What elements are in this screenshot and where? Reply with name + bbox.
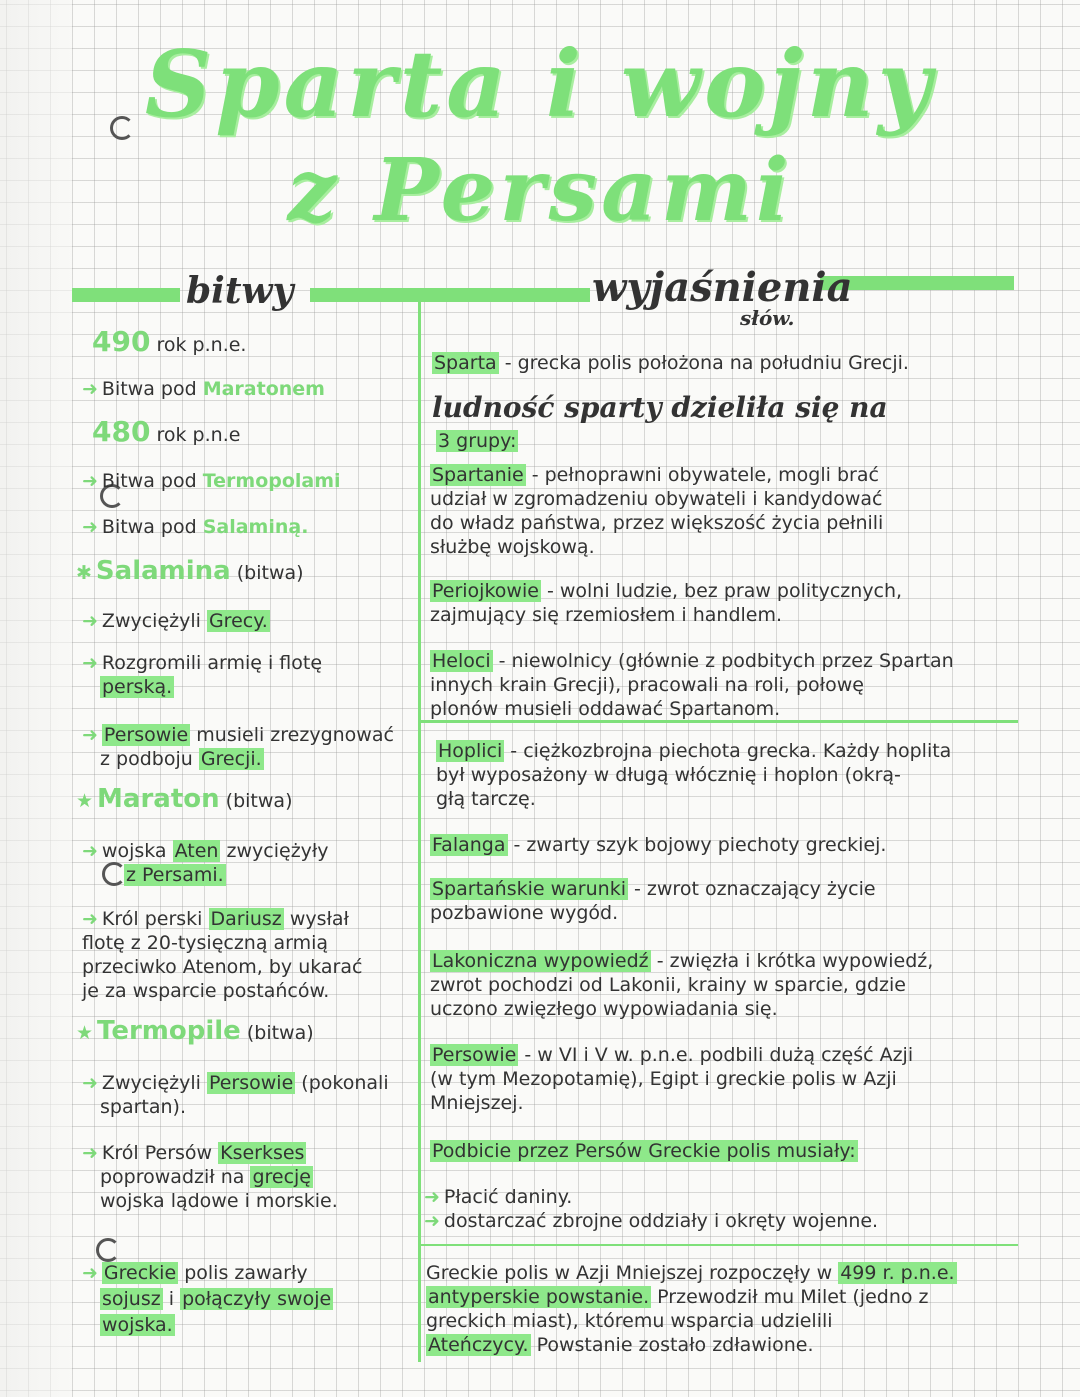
list-item: ➜ Rozgromili armię i flotę (82, 652, 323, 674)
definition: Persowie - w VI i V w. p.n.e. podbili dużą część Azji (432, 1044, 914, 1066)
definition-line: (w tym Mezopotamię), Egipt i greckie polis w Azji (430, 1068, 897, 1090)
binder-ring (102, 862, 126, 886)
list-item: ➜ Król perski Dariusz wysłał (82, 908, 349, 930)
definition: Greckie polis w Azji Mniejszej rozpoczęły w 499 r. p.n.e. (426, 1262, 955, 1284)
definition: Spartańskie warunki - zwrot oznaczający życie (432, 878, 876, 900)
definition-line: zwrot pochodzi od Lakonii, krainy w sparcie, gdzie (430, 974, 906, 996)
binder-ring (96, 1238, 120, 1262)
list-item: ➜ Bitwa pod Salaminą. (82, 516, 309, 538)
definition-line: Ateńczycy. Powstanie zostało zdławione. (428, 1334, 814, 1356)
definition-line: udział w zgromadzeniu obywateli i kandydować (430, 488, 883, 510)
definition-line: greckich miast), któremu wsparcia udzielili (426, 1310, 833, 1332)
definition-line: pozbawione wygód. (430, 902, 619, 924)
list-item: ➜ Zwyciężyli Persowie (pokonali (82, 1072, 389, 1094)
definition: Hoplici - ciężkozbrojna piechota grecka. Każdy hoplita (438, 740, 952, 762)
groups-heading: ludność sparty dzieliła się na (432, 391, 888, 424)
definition: Heloci - niewolnicy (głównie z podbitych przez Spartan (432, 650, 954, 672)
column-divider (418, 292, 421, 1362)
definition-line: do władz państwa, przez większość życia pełnili (430, 512, 884, 534)
list-item: ➜ Bitwa pod Termopolami (82, 470, 341, 492)
groups-subheading: 3 grupy: (438, 430, 517, 452)
left-column-heading: bitwy (186, 270, 294, 312)
definition: Periojkowie - wolni ludzie, bez praw politycznych, (432, 580, 903, 602)
list-item: ➜ Król Persów Kserkses (82, 1142, 305, 1164)
battle-heading: ✱ Salamina (bitwa) (76, 556, 304, 586)
list-item: sojusz i połączyły swoje (102, 1288, 332, 1310)
right-column-heading: wyjaśnienia (592, 264, 853, 311)
definition-line: zajmujący się rzemiosłem i handlem. (430, 604, 783, 626)
list-item: przeciwko Atenom, by ukarać (82, 956, 363, 978)
list-item: z Persami. (126, 864, 224, 886)
battle-heading: ★ Termopile (bitwa) (76, 1016, 314, 1046)
definition-line: Mniejszej. (430, 1092, 524, 1114)
section-divider (420, 720, 1018, 723)
list-item: wojska. (102, 1314, 173, 1336)
definition-line: uczono zwięzłego wypowiadania się. (430, 998, 778, 1020)
list-item: spartan). (100, 1096, 187, 1118)
definition-line: służbę wojskową. (430, 536, 595, 558)
list-item: wojska lądowe i morskie. (100, 1190, 338, 1212)
list-item: 490 rok p.n.e. (92, 325, 247, 358)
list-item: 480 rok p.n.e (92, 415, 241, 448)
bullet-item: ➜ dostarczać zbrojne oddziały i okręty wojenne. (424, 1210, 879, 1232)
definition: Lakoniczna wypowiedź - zwięzła i krótka wypowiedź, (432, 950, 934, 972)
definition-line: głą tarczę. (436, 788, 536, 810)
header-bar-middle (310, 288, 590, 302)
list-item: ➜ wojska Aten zwyciężyły (82, 840, 329, 862)
list-item: ➜ Greckie polis zawarły (82, 1262, 308, 1284)
list-item: je za wsparcie postańców. (82, 980, 330, 1002)
battle-heading: ★ Maraton (bitwa) (76, 784, 293, 814)
list-item: flotę z 20-tysięczną armią (82, 932, 329, 954)
page-title-line2: z Persami (287, 140, 793, 241)
list-item: ➜ Bitwa pod Maratonem (82, 378, 325, 400)
header-bar-left (72, 288, 180, 302)
section-divider (420, 1244, 1018, 1246)
list-item: ➜ Zwyciężyli Grecy. (82, 610, 268, 632)
list-item: poprowadził na grecję (100, 1166, 311, 1188)
page-title-line1: Sparta i wojny (144, 30, 936, 138)
definition-line: był wyposażony w długą włócznię i hoplon (okrą- (436, 764, 901, 786)
bullet-item: ➜ Płacić daniny. (424, 1186, 573, 1208)
definition: Sparta - grecka polis położona na południu Grecji. (434, 352, 909, 374)
definition-line: plonów musieli oddawać Spartanom. (430, 698, 781, 720)
definition: Falanga - zwarty szyk bojowy piechoty greckiej. (432, 834, 887, 856)
definition-line: innych krain Grecji), pracowali na roli, połowę (430, 674, 864, 696)
definition: Spartanie - pełnoprawni obywatele, mogli brać (432, 464, 879, 486)
definition: Podbicie przez Persów Greckie polis musiały: (432, 1140, 856, 1162)
list-item: z podboju Grecji. (100, 748, 262, 770)
list-item: perską. (102, 676, 173, 698)
definition-line: antyperskie powstanie. Przewodził mu Milet (jedno z (428, 1286, 929, 1308)
right-column-heading-sub: słów. (740, 306, 795, 330)
list-item: ➜ Persowie musieli zrezygnować (82, 724, 394, 746)
